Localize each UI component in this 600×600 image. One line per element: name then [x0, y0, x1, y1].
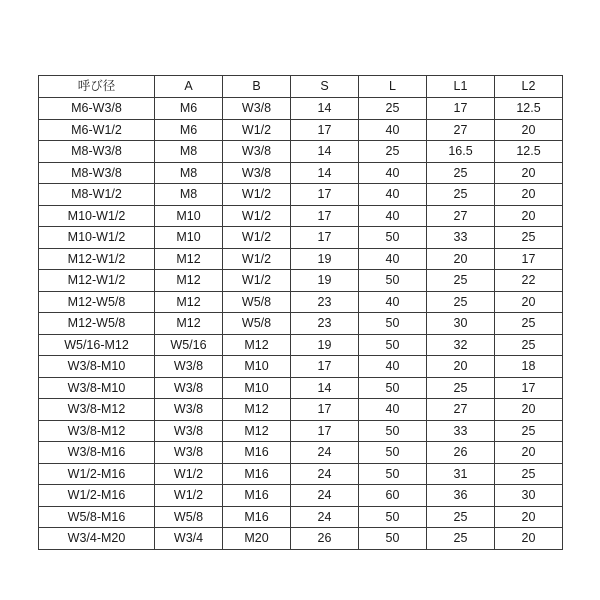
cell-nominal-size: M12-W1/2: [39, 270, 155, 292]
cell-a: M8: [155, 184, 223, 206]
cell-l: 50: [359, 227, 427, 249]
cell-l: 50: [359, 313, 427, 335]
cell-s: 19: [291, 248, 359, 270]
table-row: [39, 98, 563, 120]
cell-nominal-size: M12-W5/8: [39, 313, 155, 335]
cell-l: 25: [359, 98, 427, 120]
cell-l1: 31: [427, 463, 495, 485]
cell-nominal-size: W3/8-M10: [39, 377, 155, 399]
header-l: L: [359, 76, 427, 98]
cell-b: W1/2: [223, 227, 291, 249]
cell-b: W1/2: [223, 205, 291, 227]
cell-a: M6: [155, 119, 223, 141]
cell-l1: 27: [427, 119, 495, 141]
cell-l: 40: [359, 248, 427, 270]
cell-l2: 20: [495, 399, 563, 421]
cell-l: 50: [359, 334, 427, 356]
cell-b: W1/2: [223, 248, 291, 270]
cell-a: M12: [155, 313, 223, 335]
table-body: [39, 98, 563, 550]
table-row: [39, 270, 563, 292]
cell-nominal-size: W5/16-M12: [39, 334, 155, 356]
cell-l1: 25: [427, 291, 495, 313]
table-row: [39, 356, 563, 378]
cell-l1: 25: [427, 184, 495, 206]
header-row: [39, 76, 563, 98]
cell-l2: 12.5: [495, 98, 563, 120]
cell-l1: 33: [427, 420, 495, 442]
table-row: [39, 528, 563, 550]
cell-l1: 20: [427, 248, 495, 270]
cell-s: 23: [291, 313, 359, 335]
cell-b: M16: [223, 463, 291, 485]
cell-l: 50: [359, 420, 427, 442]
cell-l1: 17: [427, 98, 495, 120]
cell-nominal-size: M10-W1/2: [39, 227, 155, 249]
cell-a: W3/4: [155, 528, 223, 550]
cell-nominal-size: M6-W3/8: [39, 98, 155, 120]
cell-b: M16: [223, 506, 291, 528]
table-row: [39, 291, 563, 313]
cell-l1: 27: [427, 399, 495, 421]
cell-l1: 36: [427, 485, 495, 507]
cell-nominal-size: W3/8-M12: [39, 399, 155, 421]
cell-l1: 16.5: [427, 141, 495, 163]
cell-l2: 17: [495, 377, 563, 399]
cell-s: 24: [291, 485, 359, 507]
cell-l1: 33: [427, 227, 495, 249]
cell-l2: 12.5: [495, 141, 563, 163]
header-a: A: [155, 76, 223, 98]
cell-nominal-size: W1/2-M16: [39, 463, 155, 485]
cell-nominal-size: M6-W1/2: [39, 119, 155, 141]
cell-nominal-size: W5/8-M16: [39, 506, 155, 528]
cell-b: M20: [223, 528, 291, 550]
cell-l: 40: [359, 291, 427, 313]
cell-nominal-size: W1/2-M16: [39, 485, 155, 507]
header-l1: L1: [427, 76, 495, 98]
cell-b: M10: [223, 356, 291, 378]
cell-s: 24: [291, 442, 359, 464]
cell-b: W5/8: [223, 291, 291, 313]
cell-a: M12: [155, 291, 223, 313]
cell-s: 17: [291, 420, 359, 442]
cell-nominal-size: M12-W5/8: [39, 291, 155, 313]
cell-s: 19: [291, 270, 359, 292]
cell-a: W1/2: [155, 485, 223, 507]
cell-l: 40: [359, 162, 427, 184]
cell-l2: 20: [495, 162, 563, 184]
table-row: [39, 506, 563, 528]
cell-b: M12: [223, 399, 291, 421]
table-row: [39, 420, 563, 442]
cell-l2: 22: [495, 270, 563, 292]
cell-a: W5/16: [155, 334, 223, 356]
cell-a: W3/8: [155, 420, 223, 442]
cell-s: 23: [291, 291, 359, 313]
cell-b: M16: [223, 442, 291, 464]
cell-b: W3/8: [223, 98, 291, 120]
cell-nominal-size: W3/8-M16: [39, 442, 155, 464]
cell-l: 40: [359, 205, 427, 227]
cell-b: W1/2: [223, 184, 291, 206]
cell-l2: 20: [495, 506, 563, 528]
cell-l1: 26: [427, 442, 495, 464]
cell-a: W3/8: [155, 442, 223, 464]
cell-a: M6: [155, 98, 223, 120]
cell-s: 17: [291, 205, 359, 227]
cell-nominal-size: M8-W1/2: [39, 184, 155, 206]
cell-b: W5/8: [223, 313, 291, 335]
cell-nominal-size: M10-W1/2: [39, 205, 155, 227]
cell-l2: 20: [495, 205, 563, 227]
header-l2: L2: [495, 76, 563, 98]
cell-l: 60: [359, 485, 427, 507]
cell-a: M8: [155, 162, 223, 184]
cell-a: M8: [155, 141, 223, 163]
cell-l: 50: [359, 463, 427, 485]
cell-l: 50: [359, 442, 427, 464]
cell-l1: 25: [427, 506, 495, 528]
cell-s: 14: [291, 162, 359, 184]
table-row: [39, 313, 563, 335]
cell-l1: 25: [427, 162, 495, 184]
header-s: S: [291, 76, 359, 98]
table-row: [39, 442, 563, 464]
cell-l1: 25: [427, 377, 495, 399]
cell-a: M12: [155, 248, 223, 270]
cell-a: W3/8: [155, 399, 223, 421]
cell-nominal-size: W3/8-M12: [39, 420, 155, 442]
cell-l2: 18: [495, 356, 563, 378]
cell-b: M16: [223, 485, 291, 507]
cell-l1: 25: [427, 270, 495, 292]
cell-l: 50: [359, 528, 427, 550]
table-row: [39, 184, 563, 206]
cell-b: W1/2: [223, 270, 291, 292]
cell-l2: 20: [495, 184, 563, 206]
cell-b: W3/8: [223, 141, 291, 163]
cell-s: 24: [291, 463, 359, 485]
cell-l: 40: [359, 356, 427, 378]
cell-nominal-size: W3/4-M20: [39, 528, 155, 550]
cell-l2: 25: [495, 313, 563, 335]
cell-l2: 17: [495, 248, 563, 270]
cell-b: W3/8: [223, 162, 291, 184]
cell-b: M10: [223, 377, 291, 399]
cell-s: 17: [291, 399, 359, 421]
cell-s: 19: [291, 334, 359, 356]
cell-l: 50: [359, 270, 427, 292]
table-row: [39, 485, 563, 507]
cell-l1: 25: [427, 528, 495, 550]
cell-s: 24: [291, 506, 359, 528]
table-row: [39, 248, 563, 270]
cell-nominal-size: W3/8-M10: [39, 356, 155, 378]
cell-l: 40: [359, 119, 427, 141]
cell-b: M12: [223, 420, 291, 442]
cell-l1: 20: [427, 356, 495, 378]
cell-a: M12: [155, 270, 223, 292]
cell-l1: 30: [427, 313, 495, 335]
cell-a: M10: [155, 205, 223, 227]
cell-s: 17: [291, 227, 359, 249]
cell-l: 40: [359, 399, 427, 421]
cell-s: 26: [291, 528, 359, 550]
cell-l2: 25: [495, 334, 563, 356]
cell-s: 14: [291, 377, 359, 399]
cell-nominal-size: M8-W3/8: [39, 141, 155, 163]
cell-b: M12: [223, 334, 291, 356]
table-row: [39, 334, 563, 356]
table-row: [39, 399, 563, 421]
table-row: [39, 227, 563, 249]
cell-l1: 27: [427, 205, 495, 227]
dimension-table: [38, 75, 563, 550]
cell-s: 17: [291, 356, 359, 378]
cell-l: 50: [359, 506, 427, 528]
table-row: [39, 162, 563, 184]
cell-l: 40: [359, 184, 427, 206]
cell-a: M10: [155, 227, 223, 249]
cell-l2: 20: [495, 528, 563, 550]
cell-nominal-size: M8-W3/8: [39, 162, 155, 184]
cell-s: 17: [291, 119, 359, 141]
table-row: [39, 205, 563, 227]
header-nominal-size: 呼び径: [39, 76, 155, 98]
cell-s: 17: [291, 184, 359, 206]
cell-a: W1/2: [155, 463, 223, 485]
cell-l2: 25: [495, 227, 563, 249]
cell-l2: 20: [495, 119, 563, 141]
cell-l: 25: [359, 141, 427, 163]
cell-l2: 25: [495, 463, 563, 485]
table-row: [39, 377, 563, 399]
cell-a: W5/8: [155, 506, 223, 528]
table-row: [39, 141, 563, 163]
table-row: [39, 463, 563, 485]
cell-l1: 32: [427, 334, 495, 356]
cell-a: W3/8: [155, 377, 223, 399]
cell-nominal-size: M12-W1/2: [39, 248, 155, 270]
cell-l2: 30: [495, 485, 563, 507]
cell-l: 50: [359, 377, 427, 399]
cell-a: W3/8: [155, 356, 223, 378]
cell-s: 14: [291, 98, 359, 120]
table-row: [39, 119, 563, 141]
cell-l2: 20: [495, 291, 563, 313]
cell-b: W1/2: [223, 119, 291, 141]
cell-l2: 25: [495, 420, 563, 442]
cell-l2: 20: [495, 442, 563, 464]
header-b: B: [223, 76, 291, 98]
cell-s: 14: [291, 141, 359, 163]
